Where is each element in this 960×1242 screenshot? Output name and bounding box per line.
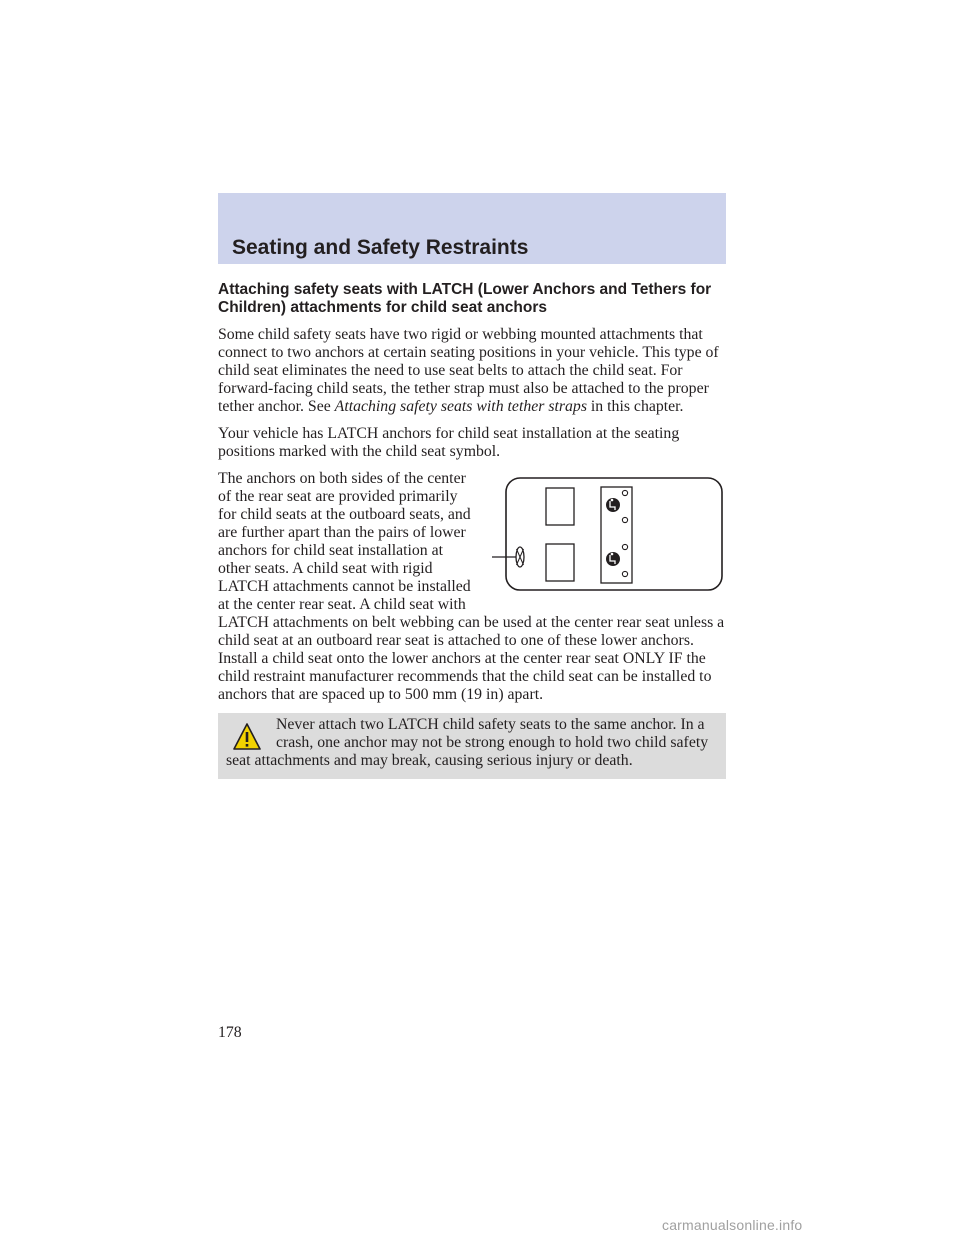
front-seat-right [546, 544, 574, 581]
lower-anchor-icon [622, 544, 627, 549]
paragraph-latch-positions: Your vehicle has LATCH anchors for child seat installation at the seating positions marked with the child seat symbol. [218, 425, 680, 460]
latch-anchor-diagram [482, 476, 726, 594]
child-seat-icon [606, 498, 620, 512]
paragraph-latch-intro [218, 326, 726, 416]
paragraph-anchor-spacing: The anchors on both sides of the center of the rear seat are provided primarily for child seats at the outboard seats, and are further apart than the pairs of lower anchors for child seat installation at other seats. A child seat with rigid LATCH attachments cannot be installed at the center rear seat. A child seat with LATCH attachments on belt webbing can be used at the center rear seat unless a child seat at an outboard rear seat is attached to one of these lower anchors. Install a child seat onto the lower anchors at the center rear seat ONLY IF the child restraint manufacturer recommends that the child seat can be installed to anchors that are spaced up to 500 mm (19 in) apart. [218, 470, 725, 703]
section-heading: Attaching safety seats with LATCH (Lower Anchors and Tethers for Children) attachments for child seat anchors [218, 281, 712, 316]
lower-anchor-icon [622, 517, 627, 522]
steering-wheel-icon [516, 547, 524, 567]
warning-text: Never attach two LATCH child safety seats to the same anchor. In a crash, one anchor may not be strong enough to hold two child safety seat attachments and may break, causing serious injury or death. [226, 716, 709, 769]
cross-reference-link: Attaching safety seats with tether straps [334, 398, 587, 415]
child-seat-icon [606, 552, 620, 566]
para1-text: Some child safety seats have two rigid or webbing mounted attachments that connect to two anchors at certain seating positions in your vehicle. This type of child seat eliminates the need to use seat belts to attach the child seat. For forward-facing child seats, the tether strap must also be attached to the proper tether anchor. See [218, 326, 719, 415]
warning-box [218, 713, 726, 779]
vehicle-outline [506, 478, 722, 590]
lower-anchor-icon [622, 490, 627, 495]
warning-triangle-icon [232, 722, 262, 752]
page-header-title: Seating and Safety Restraints [232, 236, 529, 259]
front-seat-left [546, 488, 574, 525]
main-content [218, 281, 726, 779]
page-number: 178 [218, 1024, 242, 1041]
watermark: carmanualsonline.info [662, 1217, 803, 1233]
para1-tail: in this chapter. [590, 398, 684, 415]
lower-anchor-icon [622, 571, 627, 576]
